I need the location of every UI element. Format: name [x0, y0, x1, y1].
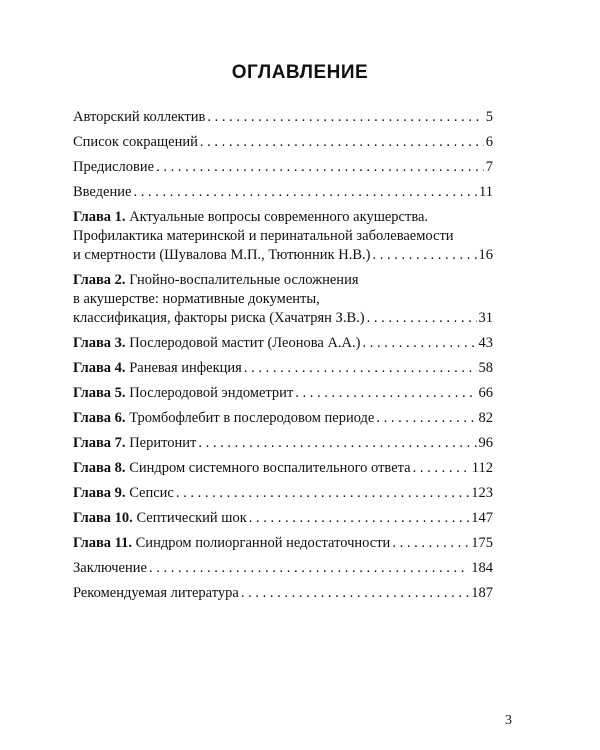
toc-page-number: 31 — [478, 310, 493, 326]
toc-entry[interactable] — [73, 334, 493, 353]
toc-entry-title: Послеродовой мастит (Леонова А.А.) — [129, 335, 361, 351]
toc-entry-text — [73, 246, 370, 265]
toc-page-number: 82 — [478, 410, 493, 426]
toc-entry[interactable] — [73, 384, 493, 403]
toc-entry[interactable] — [73, 434, 493, 453]
toc-page-number: 7 — [485, 159, 493, 175]
dot-leader — [367, 309, 477, 328]
dot-leader — [392, 534, 469, 553]
toc-entry-last-line — [73, 434, 493, 453]
toc-entry-text — [73, 384, 293, 403]
toc-entry[interactable] — [73, 208, 493, 265]
toc-entry-text — [73, 158, 154, 177]
dot-leader — [244, 359, 477, 378]
toc-entry[interactable] — [73, 409, 493, 428]
toc-entry-title: Послеродовой эндометрит — [129, 385, 294, 401]
toc-entry-line — [73, 271, 493, 290]
toc-entry-line — [73, 290, 493, 309]
dot-leader — [200, 133, 484, 152]
toc-entry-line — [73, 208, 493, 227]
toc-entry-title: Перитонит — [129, 435, 197, 451]
dot-leader — [241, 584, 469, 603]
toc-entry-title: Раневая инфекция — [129, 360, 242, 376]
toc-entry-last-line — [73, 584, 493, 603]
toc-entry-title: Синдром полиорганной недостаточности — [135, 535, 391, 551]
page-title: ОГЛАВЛЕНИЕ — [231, 62, 369, 83]
toc-entry[interactable] — [73, 359, 493, 378]
toc-page-number: 147 — [471, 510, 493, 526]
toc-entry-title: Введение — [73, 184, 132, 200]
toc-entry-text — [73, 334, 360, 353]
toc-entry-last-line — [73, 559, 493, 578]
toc-entry-title: Септический шок — [136, 510, 247, 526]
toc-entry-text — [73, 534, 390, 553]
toc-entry-text — [73, 409, 374, 428]
toc-entry-text — [73, 459, 411, 478]
dot-leader — [133, 183, 477, 202]
toc-entry-title: Актуальные вопросы современного акушерства. — [129, 209, 429, 225]
chapter-label: Глава 4. — [73, 360, 126, 376]
toc-entry-title: Заключение — [73, 560, 147, 576]
toc-entry[interactable] — [73, 534, 493, 553]
toc-entry-text — [73, 509, 247, 528]
toc-entry-last-line — [73, 158, 493, 177]
chapter-label: Глава 11. — [73, 535, 133, 551]
chapter-label: Глава 8. — [73, 460, 126, 476]
toc-entry-title: Список сокращений — [73, 134, 198, 150]
chapter-label: Глава 3. — [73, 335, 126, 351]
toc-entry[interactable] — [73, 183, 493, 202]
toc-entry[interactable] — [73, 584, 493, 603]
toc-entry[interactable] — [73, 133, 493, 152]
chapter-label: Глава 9. — [73, 485, 126, 501]
toc-entry-text — [73, 133, 198, 152]
toc-entry-text — [73, 484, 174, 503]
chapter-label: Глава 5. — [73, 385, 126, 401]
toc-entry-last-line — [73, 534, 493, 553]
toc-entry-title: Синдром системного воспалительного ответа — [129, 460, 411, 476]
toc-entry[interactable] — [73, 158, 493, 177]
dot-leader — [376, 409, 476, 428]
toc-entry-text — [73, 272, 359, 288]
toc-entry-text — [73, 559, 147, 578]
toc-entry-text — [73, 584, 239, 603]
toc-entry-last-line — [73, 359, 493, 378]
toc-entry-text — [73, 228, 454, 244]
toc-entry-text — [73, 183, 131, 202]
toc-page-number: 16 — [478, 247, 493, 263]
toc-entry-text — [73, 359, 242, 378]
toc-entry[interactable] — [73, 459, 493, 478]
toc-page-number: 11 — [479, 184, 493, 200]
toc-page-number: 96 — [478, 435, 493, 451]
toc-page-number: 184 — [471, 560, 493, 576]
dot-leader — [149, 559, 469, 578]
toc-entry-text — [73, 309, 365, 328]
toc-page-number: 5 — [485, 109, 493, 125]
toc-page-number: 66 — [478, 385, 493, 401]
toc-entry-last-line — [73, 108, 493, 127]
toc-entry-last-line — [73, 334, 493, 353]
chapter-label: Глава 1. — [73, 209, 126, 225]
toc-entry[interactable] — [73, 108, 493, 127]
toc-entry-title: Рекомендуемая литература — [73, 585, 239, 601]
dot-leader — [156, 158, 484, 177]
toc-entry-title: и смертности (Шувалова М.П., Тютюнник Н.В.) — [73, 247, 371, 263]
toc-entry-title: Тромбофлебит в послеродовом периоде — [129, 410, 375, 426]
toc-page-number: 6 — [485, 134, 493, 150]
toc-entry-last-line — [73, 384, 493, 403]
toc-entry-text — [73, 108, 205, 127]
dot-leader — [372, 246, 476, 265]
toc-entry-last-line — [73, 183, 493, 202]
toc-entry-last-line — [73, 484, 493, 503]
toc-entry-text — [73, 291, 320, 307]
chapter-label: Глава 10. — [73, 510, 133, 526]
toc-page-number: 43 — [478, 335, 493, 351]
dot-leader — [362, 334, 476, 353]
toc-entry-last-line — [73, 459, 493, 478]
toc-entry-title: Предисловие — [73, 159, 155, 175]
page-number: 3 — [505, 713, 512, 728]
toc-entry-last-line — [73, 509, 493, 528]
chapter-label: Глава 6. — [73, 410, 126, 426]
dot-leader — [207, 108, 483, 127]
dot-leader — [176, 484, 469, 503]
toc-entry-title: Профилактика материнской и перинатальной заболеваемости — [73, 228, 454, 244]
toc-entry-last-line — [73, 246, 493, 265]
toc-page-number: 175 — [471, 535, 493, 551]
toc-page-number: 123 — [471, 485, 493, 501]
toc-entry-title: Авторский коллектив — [73, 109, 206, 125]
toc-entry-title: Сепсис — [129, 485, 174, 501]
dot-leader — [413, 459, 470, 478]
chapter-label: Глава 7. — [73, 435, 126, 451]
toc-entry-line — [73, 227, 493, 246]
toc-page-number: 112 — [471, 460, 493, 476]
toc-entry-title: в акушерстве: нормативные документы, — [73, 291, 320, 307]
toc-entry[interactable] — [73, 509, 493, 528]
toc-entry-title: классификация, факторы риска (Хачатрян З.В.) — [73, 310, 365, 326]
dot-leader — [295, 384, 476, 403]
toc-entry-last-line — [73, 409, 493, 428]
dot-leader — [198, 434, 476, 453]
toc-entry[interactable] — [73, 484, 493, 503]
toc-entry[interactable] — [73, 271, 493, 328]
toc-page-number: 58 — [478, 360, 493, 376]
toc-entry-last-line — [73, 133, 493, 152]
dot-leader — [249, 509, 469, 528]
toc-page-number: 187 — [471, 585, 493, 601]
chapter-label: Глава 2. — [73, 272, 126, 288]
toc-entry-text — [73, 434, 196, 453]
toc-entry-text — [73, 209, 428, 225]
table-of-contents — [73, 108, 493, 609]
toc-entry-last-line — [73, 309, 493, 328]
toc-entry[interactable] — [73, 559, 493, 578]
toc-entry-title: Гнойно-воспалительные осложнения — [129, 272, 359, 288]
